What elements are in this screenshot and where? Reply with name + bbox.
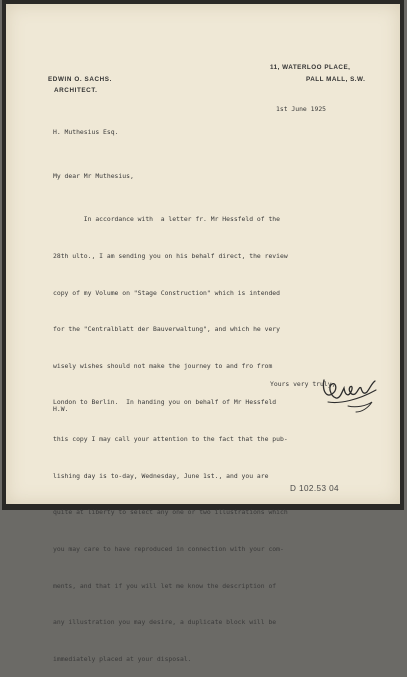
archive-stamp: D 102.53 04 xyxy=(290,484,340,493)
body-line: quite at liberty to select any one or two illustrations which xyxy=(53,508,288,517)
letter-body xyxy=(53,189,288,677)
address-line-2: PALL MALL, S.W. xyxy=(306,76,366,83)
body-line: wisely wishes should not make the journey to and fro from xyxy=(53,361,273,370)
body-line: this copy I may call your attention to the fact that the pub- xyxy=(53,435,288,444)
address-line-1: 11, WATERLOO PLACE, xyxy=(270,64,351,71)
body-line: any illustration you may desire, a duplicate block will be xyxy=(53,618,277,627)
body-line: London to Berlin. In handing you on behalf of Mr Hessfeld xyxy=(53,398,277,407)
closing: Yours very truly, xyxy=(270,380,336,388)
body-line: ments, and that if you will let me know the description of xyxy=(53,581,277,590)
body-line: you may care to have reproduced in connection with your com- xyxy=(53,544,284,553)
body-line: 28th ulto., I am sending you on his behalf direct, the review xyxy=(53,252,288,261)
letter-date: 1st June 1925 xyxy=(276,105,327,113)
salutation: My dear Mr Muthesius, xyxy=(53,172,134,180)
body-line: lishing day is to-day, Wednesday, June 1st., and you are xyxy=(53,471,269,480)
handwritten-signature xyxy=(318,368,382,418)
body-line: copy of my Volume on "Stage Construction" which is intended xyxy=(53,288,281,297)
sender-name: EDWIN O. SACHS. xyxy=(48,76,112,83)
typist-initials: H.W. xyxy=(53,405,69,413)
sender-title: ARCHITECT. xyxy=(54,87,98,94)
recipient: H. Muthesius Esq. xyxy=(53,128,119,136)
letterhead-address xyxy=(270,62,365,86)
body-line: for the "Centralblatt der Bauverwaltung", and which he very xyxy=(53,325,281,334)
letterhead-sender xyxy=(48,74,112,96)
body-line: immediately placed at your disposal. xyxy=(53,654,192,663)
body-line: In accordance with a letter fr. Mr Hessfeld of the xyxy=(53,215,281,224)
